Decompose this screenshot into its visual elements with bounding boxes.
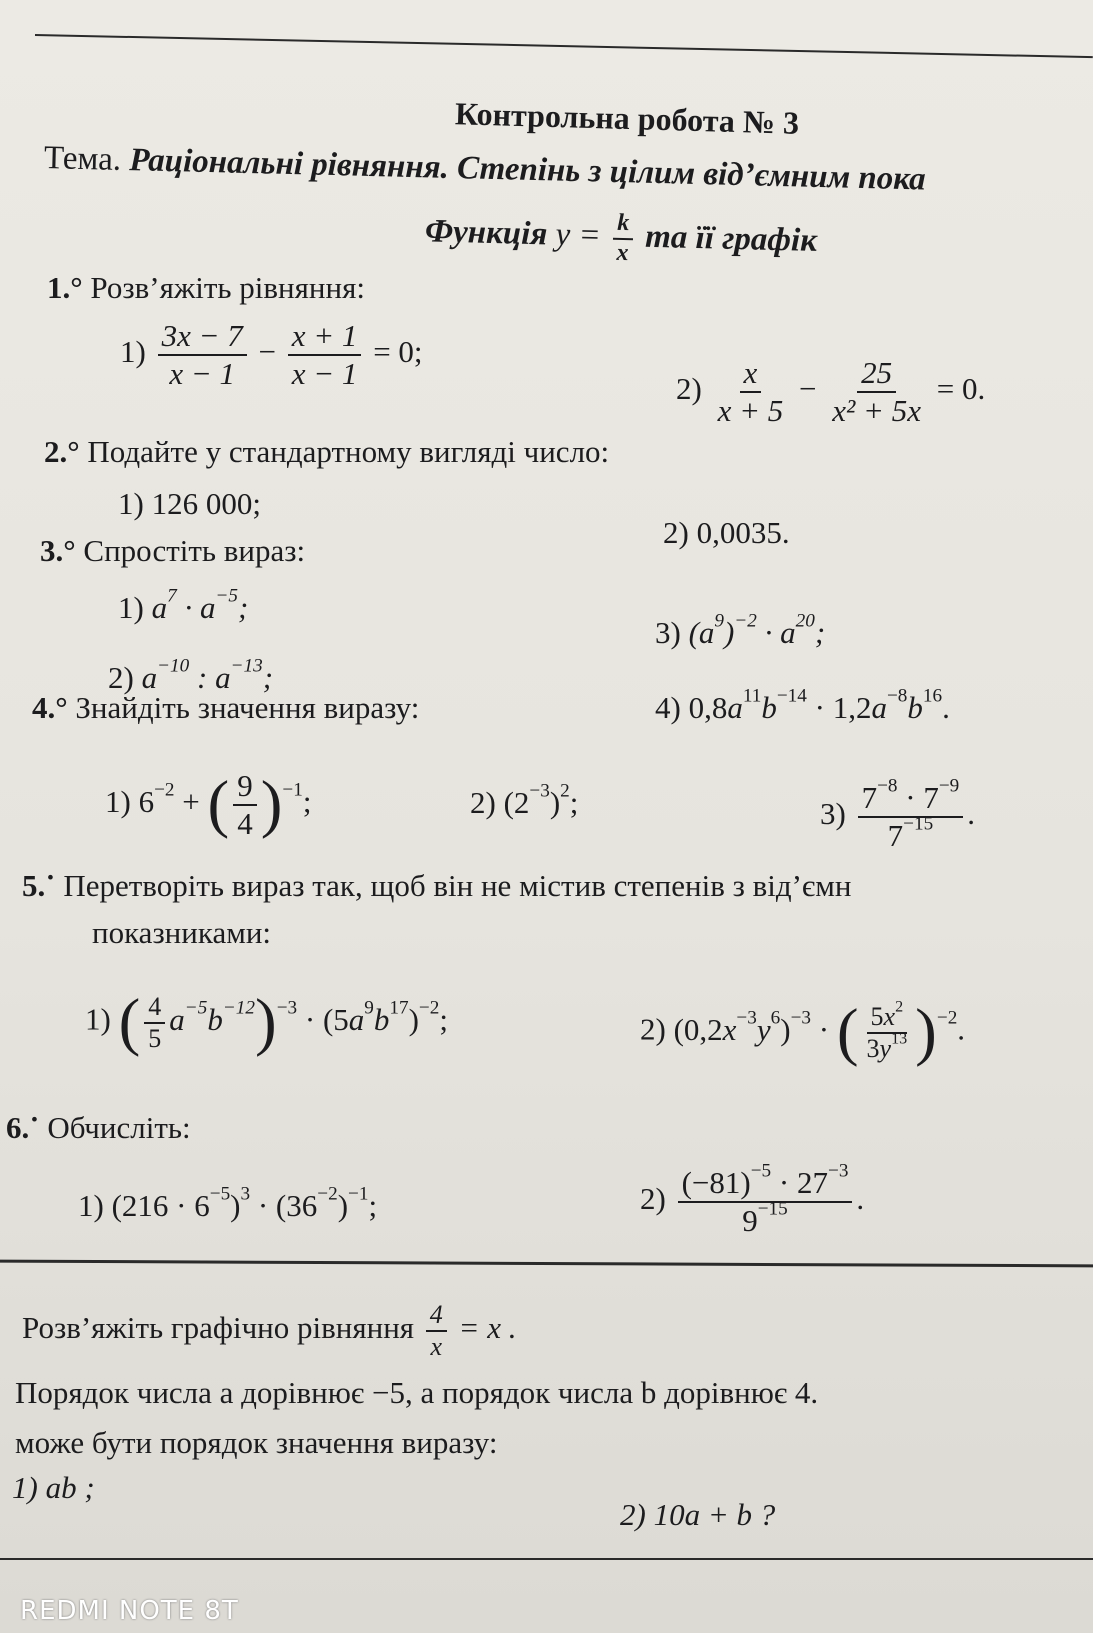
function-y: y = bbox=[555, 216, 602, 254]
task-5-heading-line-2: показниками: bbox=[92, 915, 272, 950]
fraction: $\frac{5x^2}{3y^{13}}$ bbox=[866, 997, 908, 1063]
fraction: $\frac{3x - 7}{x - 1}$ bbox=[158, 318, 247, 391]
fraction: $\frac{x + 1}{x - 1}$ bbox=[288, 318, 362, 391]
theme-line bbox=[44, 140, 927, 199]
top-rule bbox=[35, 34, 1093, 58]
math-expression: $(a^9)^{-2} \cdot a^{20}$; bbox=[688, 610, 826, 650]
task-5-heading: 5.˙ Перетворіть вираз так, щоб він не містив степенів з від’ємн bbox=[22, 868, 852, 903]
task-3-item-1: 1) $a^7 \cdot a^{-5}$; bbox=[118, 585, 249, 625]
theme-prefix: Тема. bbox=[43, 140, 122, 178]
math-expression: · $(5a^9b^{17})^{-2}$; bbox=[304, 997, 448, 1037]
math-expression: $a^7 \cdot a^{-5}$; bbox=[151, 585, 249, 625]
task-4-heading: 4.° Знайдіть значення виразу: bbox=[32, 690, 420, 725]
function-k-over-x: $\frac{k}{x}$ bbox=[612, 210, 633, 268]
camera-watermark: REDMI NOTE 8T bbox=[20, 1596, 239, 1626]
task-3-item-2: 2) $a^{-10}$ : $a^{-13}$; bbox=[108, 655, 274, 695]
math-expression: $(216 \cdot 6^{-5})^3 \cdot (36^{-2})^{-1}$; bbox=[111, 1183, 378, 1223]
math-expression: $a^{-10}$ : $a^{-13}$; bbox=[141, 655, 274, 695]
task-1-item-2: 2) $\frac{x}{x + 5}$ − $\frac{25}{\text{x² + 5x}}$ = 0. bbox=[676, 355, 986, 428]
bottom-rule bbox=[0, 1558, 1093, 1560]
task-2-item-1: 1) 126 000; bbox=[118, 486, 261, 521]
task-8-item-1: 1) ab ; bbox=[12, 1470, 95, 1505]
math-expression: $0,8a^{11}b^{-14} \cdot 1,2a^{-8}b^{16}$. bbox=[688, 685, 950, 725]
task-8-item-2: 2) 10a + b ? bbox=[620, 1497, 776, 1532]
fraction: $\frac{4}{5}$ bbox=[144, 992, 165, 1054]
fraction: $\frac{(-81)^{-5} \cdot 27^{-3}}{9^{-15}}$ bbox=[678, 1165, 853, 1238]
function-prefix: Функція bbox=[424, 213, 548, 253]
task-4-item-1: 1) $6^{-2}$ + ( $\frac{9}{4}$ )$^{-1}$; bbox=[105, 768, 312, 841]
theme-title: Раціональні рівняння. Степінь з цілим від’ємним пока bbox=[128, 142, 927, 198]
section-rule bbox=[0, 1260, 1093, 1268]
fraction: $\frac{7^{-8} \cdot 7^{-9}}{7^{-15}}$ bbox=[858, 780, 964, 853]
math-expression: $(2^{-3})^2$; bbox=[503, 780, 579, 820]
task-6-item-1: 1) $(216 \cdot 6^{-5})^3 \cdot (36^{-2})^{-1}$; bbox=[78, 1183, 378, 1223]
fraction: $\frac{x}{x + 5}$ bbox=[717, 355, 784, 428]
function-line bbox=[424, 205, 817, 272]
task-4-item-3: 3) $\frac{7^{-8} \cdot 7^{-9}}{7^{-15}}$ . bbox=[820, 775, 976, 853]
task-2-heading: 2.° Подайте у стандартному вигляді число: bbox=[44, 434, 610, 469]
fraction: $\frac{4}{x}$ bbox=[426, 1300, 447, 1362]
task-6-item-2: 2) $\frac{(-81)^{-5} \cdot 27^{-3}}{9^{-15}}$ . bbox=[640, 1160, 865, 1238]
math-expression: $6^{-2}$ + bbox=[138, 779, 208, 819]
fraction: $\frac{9}{4}$ bbox=[233, 768, 257, 841]
page-title: Контрольна робота № 3 bbox=[454, 95, 800, 141]
task-8-line-1: Порядок числа a дорівнює −5, а порядок числа b дорівнює 4. bbox=[15, 1375, 819, 1410]
task-3-item-4: 4) $0,8a^{11}b^{-14} \cdot 1,2a^{-8}b^{16}$. bbox=[655, 685, 950, 725]
task-3-heading: 3.° Спростіть вираз: bbox=[40, 533, 306, 568]
task-1-heading: 1.° Розв’яжіть рівняння: bbox=[47, 270, 365, 305]
task-5-item-2: 2) $(0,2x^{-3}y^6)^{-3}$ · ( $\frac{5x^2}{3y^{13}}$ )$^{-2}$. bbox=[640, 996, 966, 1068]
fraction: $\frac{25}{\text{x² + 5x}}$ bbox=[832, 355, 921, 428]
task-1-item-1: 1) $\frac{3x - 7}{x - 1}$ − $\frac{x + 1}{x - 1}$ = 0; bbox=[120, 318, 423, 391]
task-6-heading: 6.˙ Обчисліть: bbox=[6, 1110, 191, 1145]
task-3-item-3: 3) $(a^9)^{-2} \cdot a^{20}$; bbox=[655, 610, 826, 650]
task-2-item-2: 2) 0,0035. bbox=[663, 515, 790, 550]
task-5-item-1: 1) ( $\frac{4}{5}$ $a^{-5}b^{-12})^{-3} \cdot (5a^9b^{17})^{-2}$; bbox=[85, 986, 448, 1058]
task-8-line-2: може бути порядок значення виразу: bbox=[15, 1425, 498, 1460]
task-4-item-2: 2) $(2^{-3})^2$; bbox=[470, 780, 579, 820]
task-7: Розв’яжіть графічно рівняння $\frac{4}{x}$ = x . bbox=[22, 1300, 517, 1361]
math-expression: $(0,2x^{-3}y^6)^{-3}$ · bbox=[673, 1007, 837, 1047]
function-suffix: та її графік bbox=[644, 218, 818, 259]
